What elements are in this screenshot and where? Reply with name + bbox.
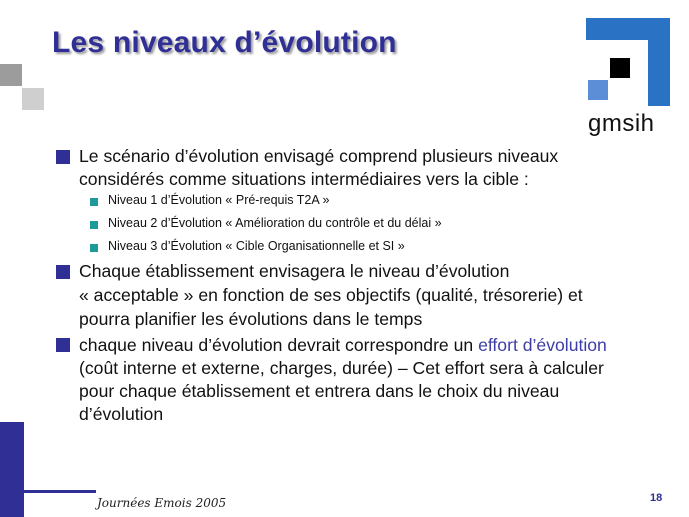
footer-accent-bar (0, 422, 24, 517)
logo-text: gmsih (588, 110, 655, 137)
bullet-1-line-2: considérés comme situations intermédiaires vers la cible : (79, 169, 529, 189)
logo-light-blue-square (588, 80, 608, 100)
decor-square-light (22, 88, 44, 110)
bullet-2-line-3: pourra planifier les évolutions dans le temps (79, 309, 423, 329)
page-number: 18 (650, 492, 663, 504)
footer-text: Journées Emois 2005 (97, 496, 227, 510)
bullet-marker (56, 265, 70, 279)
bullet-1-line-1: Le scénario d’évolution envisagé comprend plusieurs niveaux (79, 146, 559, 166)
sub-bullet-3: Niveau 3 d’Évolution « Cible Organisationnelle et SI » (108, 239, 405, 253)
sub-bullet-marker (90, 221, 98, 229)
slide-title: Les niveaux d’évolution (52, 26, 397, 59)
bullet-3-line-1 (79, 334, 607, 356)
sub-bullet-2: Niveau 2 d’Évolution « Amélioration du contrôle et du délai » (108, 216, 442, 230)
bullet-3-line-3: pour chaque établissement et entrera dans le choix du niveau (79, 381, 560, 401)
footer-accent-strip (24, 490, 96, 493)
bullet-2-line-1: Chaque établissement envisagera le niveau d’évolution (79, 261, 510, 281)
bullet-2-line-2: « acceptable » en fonction de ses objectifs (qualité, trésorerie) et (79, 285, 583, 305)
bullet-marker (56, 338, 70, 352)
sub-bullet-marker (90, 198, 98, 206)
effort-highlight: effort d’évolution (478, 335, 607, 355)
bullet-marker (56, 150, 70, 164)
bullet-3-line-4: d’évolution (79, 404, 164, 424)
logo-blue-bar-right (648, 18, 670, 106)
decor-square-dark (0, 64, 22, 86)
bullet-3-line-1-prefix: chaque niveau d’évolution devrait correspondre un (79, 335, 479, 355)
bullet-3-line-2: (coût interne et externe, charges, durée) – Cet effort sera à calculer (79, 358, 604, 378)
sub-bullet-marker (90, 244, 98, 252)
sub-bullet-1: Niveau 1 d’Évolution « Pré-requis T2A » (108, 193, 330, 207)
logo-black-square (610, 58, 630, 78)
